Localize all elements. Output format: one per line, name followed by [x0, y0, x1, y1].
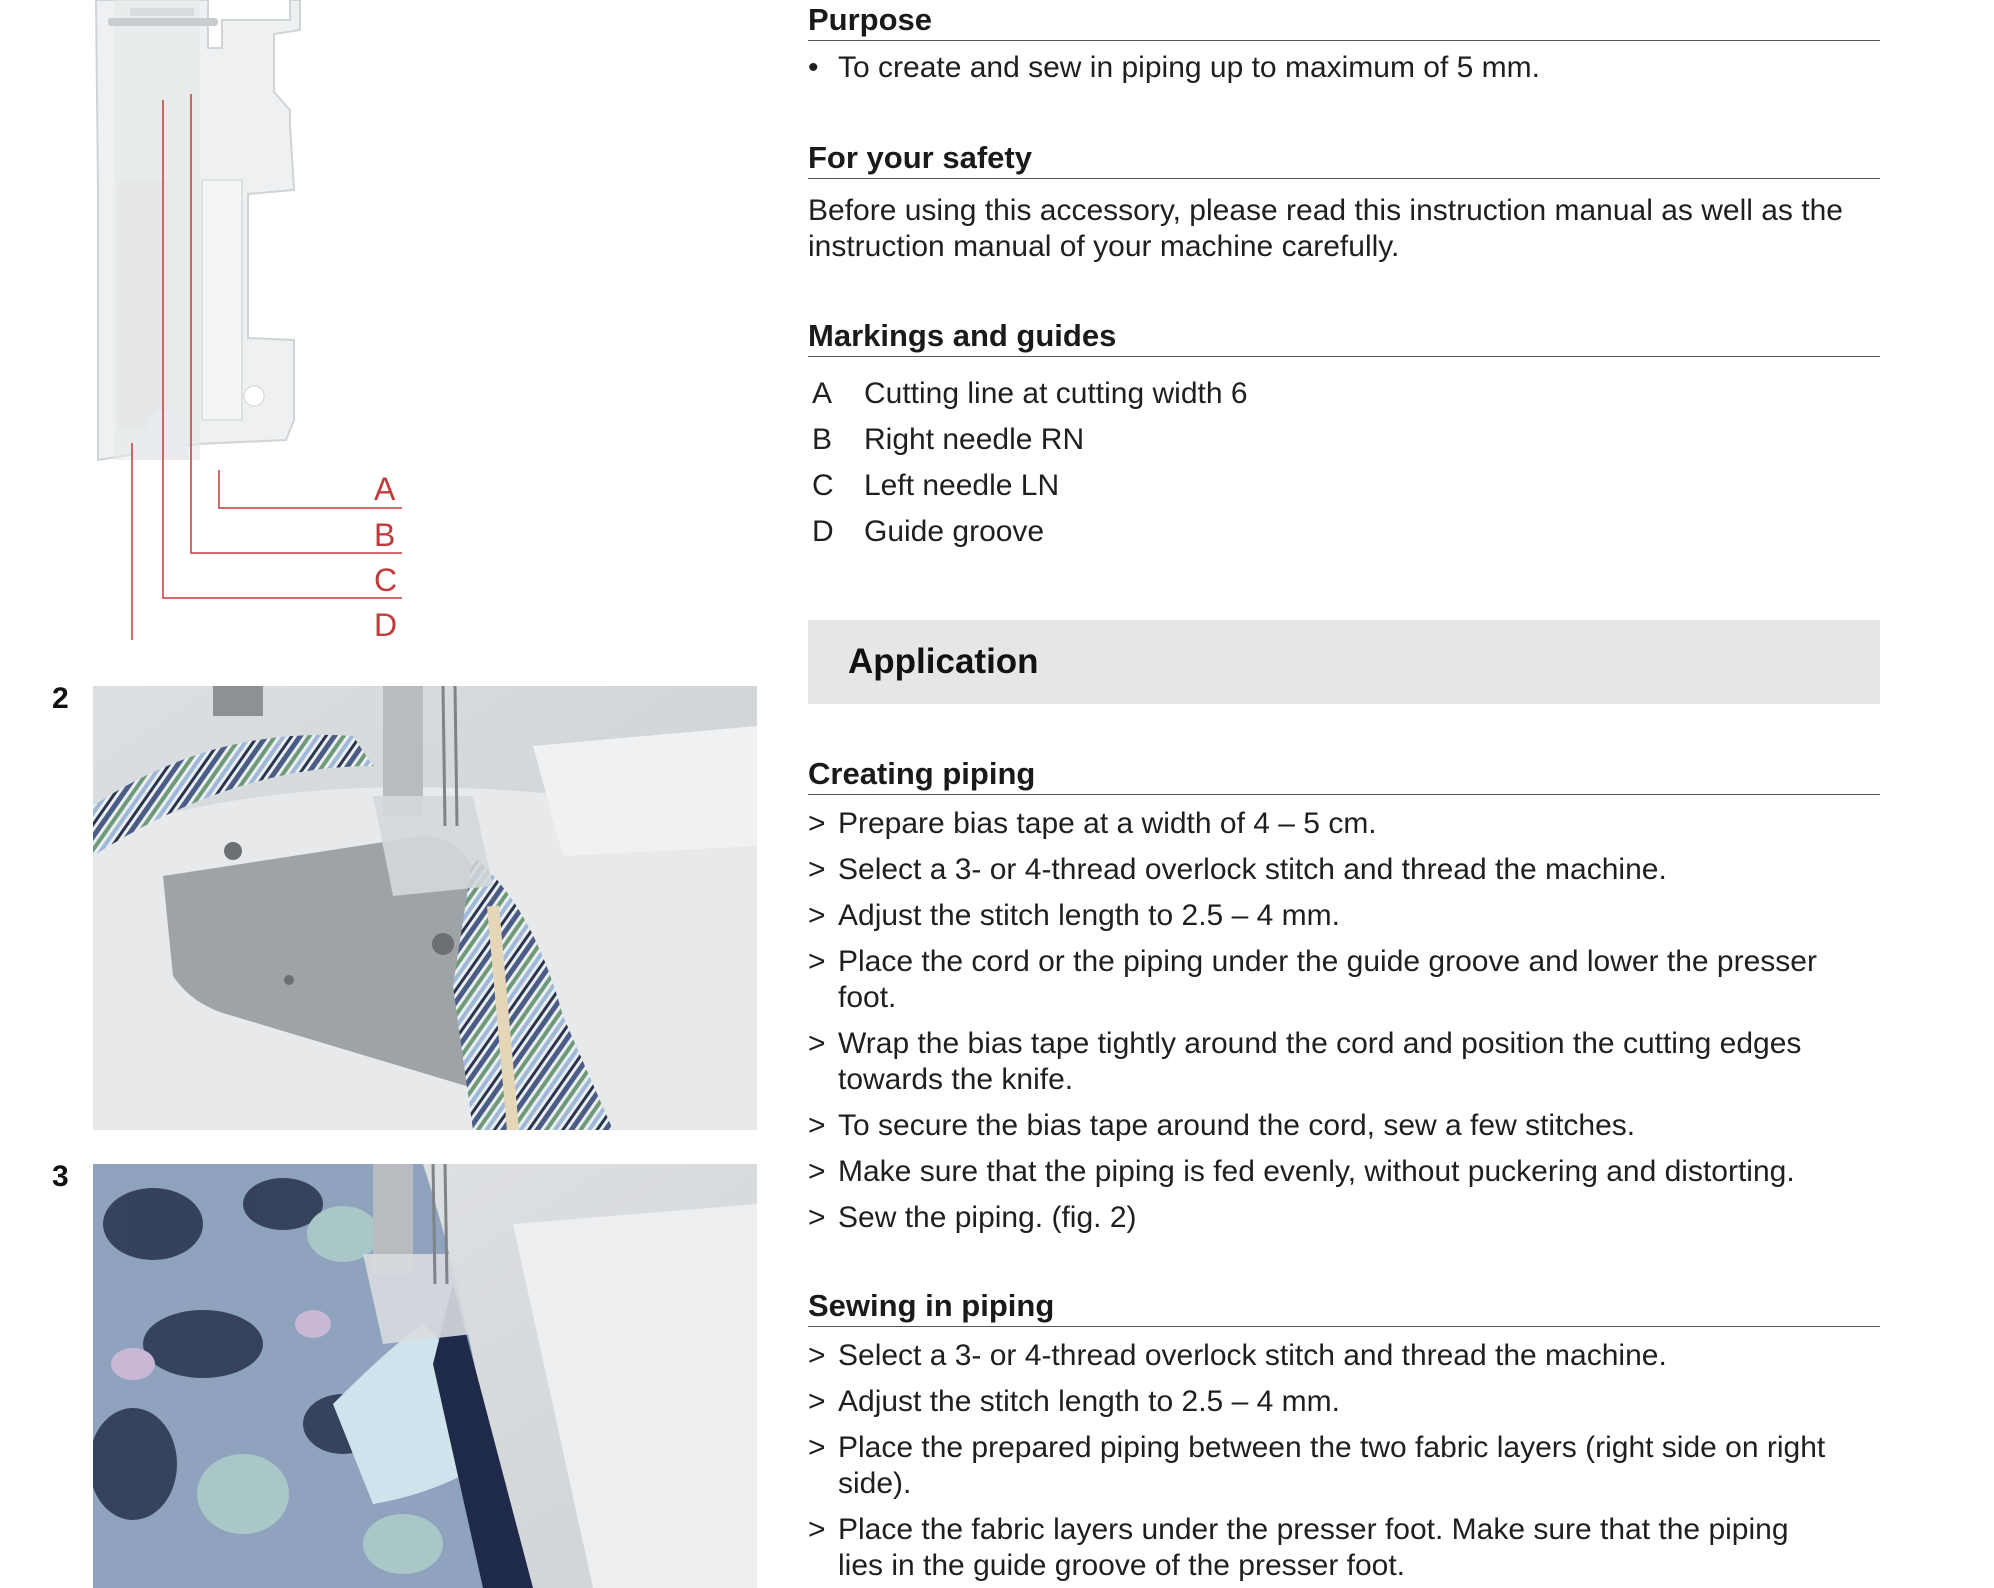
marking-text: Guide groove [864, 515, 1045, 548]
marking-text: Left needle LN [864, 469, 1060, 502]
step-arrow-icon: > [808, 899, 826, 932]
step-line-2: foot. [838, 981, 897, 1014]
figure-2-number: 2 [52, 682, 69, 715]
safety-line-2: instruction manual of your machine carefully. [808, 230, 1400, 263]
step-arrow-icon: > [808, 1513, 826, 1546]
step-arrow-icon: > [808, 1155, 826, 1188]
step-arrow-icon: > [808, 1339, 826, 1372]
figure-label-a: A [374, 471, 396, 507]
bullet-icon: • [808, 51, 819, 84]
figure-2-photo [93, 686, 757, 1130]
safety-line-1: Before using this accessory, please read this instruction manual as well as the [808, 194, 1843, 227]
markings-heading: Markings and guides [808, 318, 1880, 357]
marking-text: Cutting line at cutting width 6 [864, 377, 1248, 410]
step-line-1: Adjust the stitch length to 2.5 – 4 mm. [838, 1385, 1340, 1418]
sewing-piping-heading: Sewing in piping [808, 1288, 1880, 1327]
step-arrow-icon: > [808, 853, 826, 886]
application-section-bar [808, 620, 1880, 704]
step-arrow-icon: > [808, 807, 826, 840]
step-arrow-icon: > [808, 1385, 826, 1418]
step-line-1: Adjust the stitch length to 2.5 – 4 mm. [838, 899, 1340, 932]
step-line-1: Prepare bias tape at a width of 4 – 5 cm. [838, 807, 1377, 840]
purpose-heading: Purpose [808, 2, 1880, 41]
marking-letter: A [812, 377, 833, 410]
figure-label-d: D [374, 607, 398, 643]
sewing-machine-floral-fabric-photo-icon [93, 1164, 757, 1588]
step-line-1: Select a 3- or 4-thread overlock stitch and thread the machine. [838, 853, 1667, 886]
sewing-machine-piping-photo-icon [93, 686, 757, 1130]
step-arrow-icon: > [808, 1027, 826, 1060]
step-line-2: lies in the guide groove of the presser foot. [838, 1549, 1406, 1582]
step-arrow-icon: > [808, 1109, 826, 1142]
step-line-1: Select a 3- or 4-thread overlock stitch and thread the machine. [838, 1339, 1667, 1372]
figure-3-number: 3 [52, 1160, 69, 1193]
marking-text: Right needle RN [864, 423, 1085, 456]
step-line-1: Place the prepared piping between the two fabric layers (right side on right [838, 1431, 1826, 1464]
step-line-1: Place the fabric layers under the presser foot. Make sure that the piping [838, 1513, 1789, 1546]
figure-label-b: B [374, 517, 396, 553]
step-line-1: Sew the piping. (fig. 2) [838, 1201, 1137, 1234]
application-title: Application [848, 642, 1039, 681]
marking-letter: C [812, 469, 834, 502]
step-line-1: Make sure that the piping is fed evenly, without puckering and distorting. [838, 1155, 1795, 1188]
figure-3-photo [93, 1164, 757, 1588]
step-line-1: To secure the bias tape around the cord, sew a few stitches. [838, 1109, 1636, 1142]
figure-1-presser-foot [90, 0, 430, 643]
marking-letter: D [812, 515, 834, 548]
step-line-1: Place the cord or the piping under the guide groove and lower the presser [838, 945, 1817, 978]
step-line-1: Wrap the bias tape tightly around the cord and position the cutting edges [838, 1027, 1802, 1060]
step-arrow-icon: > [808, 1431, 826, 1464]
step-line-2: towards the knife. [838, 1063, 1074, 1096]
marking-letter: B [812, 423, 833, 456]
step-arrow-icon: > [808, 1201, 826, 1234]
step-line-2: side). [838, 1467, 912, 1500]
creating-piping-heading: Creating piping [808, 756, 1880, 795]
figure-label-c: C [374, 562, 398, 598]
purpose-bullet-text: To create and sew in piping up to maximum of 5 mm. [838, 51, 1540, 84]
step-arrow-icon: > [808, 945, 826, 978]
safety-heading: For your safety [808, 140, 1880, 179]
